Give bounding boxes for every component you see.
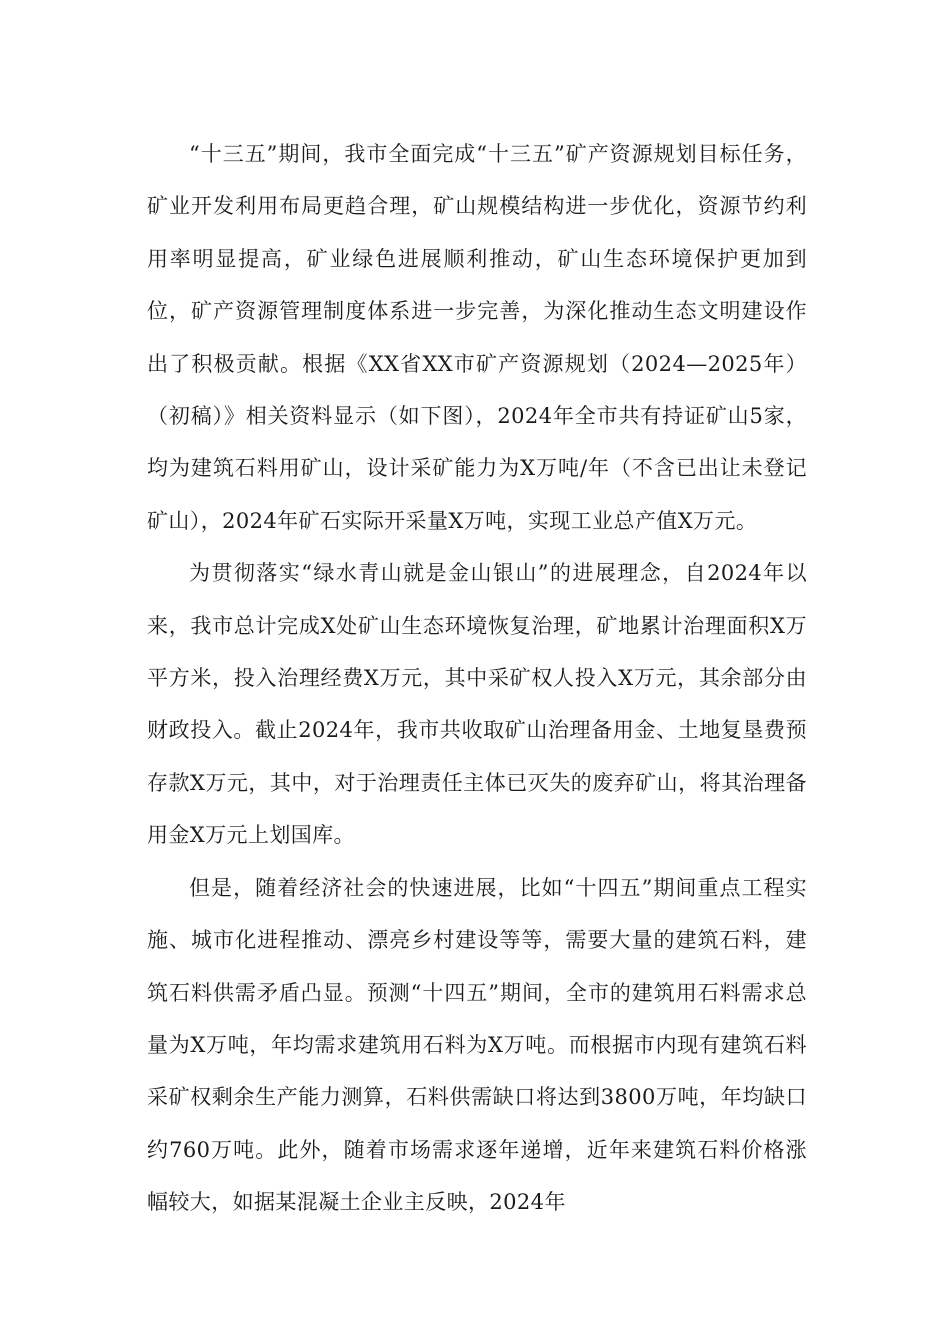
paragraph-supply-demand: 但是，随着经济社会的快速进展，比如“十四五”期间重点工程实施、城市化进程推动、漂亮乡村建设等等，需要大量的建筑石料，建筑石料供需矛盾凸显。预测“十四五”期间，全市的建筑用石料需求总量为X万吨，年均需求建筑用石料为X万吨。而根据市内现有建筑石料采矿权剩余生产能力测算，石料供需缺口将达到3800万吨，年均缺口约760万吨。此外，随着市场需求逐年递增，近年来建筑石料价格涨幅较大，如据某混凝土企业主反映，2024年 — [147, 875, 807, 1215]
paragraph-mining-overview: “十三五”期间，我市全面完成“十三五”矿产资源规划目标任务，矿业开发利用布局更趋合理，矿山规模结构进一步优化，资源节约利用率明显提高，矿业绿色进展顺利推动，矿山生态环境保护更加到位，矿产资源管理制度体系进一步完善，为深化推动生态文明建设作出了积极贡献。根据《XX省XX市矿产资源规划（2024—2025年）（初稿）》相关资料显示（如下图），2024年全市共有持证矿山5家，均为建筑石料用矿山，设计采矿能力为X万吨/年（不含已出让未登记矿山），2024年矿石实际开采量X万吨，实现工业总产值X万元。 — [147, 142, 807, 533]
paragraph-ecological-restoration: 为贯彻落实“绿水青山就是金山银山”的进展理念，自2024年以来，我市总计完成X处矿山生态环境恢复治理，矿地累计治理面积X万平方米，投入治理经费X万元，其中采矿权人投入X万元，其余部分由财政投入。截止2024年，我市共收取矿山治理备用金、土地复垦费预存款X万元，其中，对于治理责任主体已灭失的废弃矿山，将其治理备用金X万元上划国库。 — [147, 561, 807, 848]
document-body — [147, 128, 807, 1229]
